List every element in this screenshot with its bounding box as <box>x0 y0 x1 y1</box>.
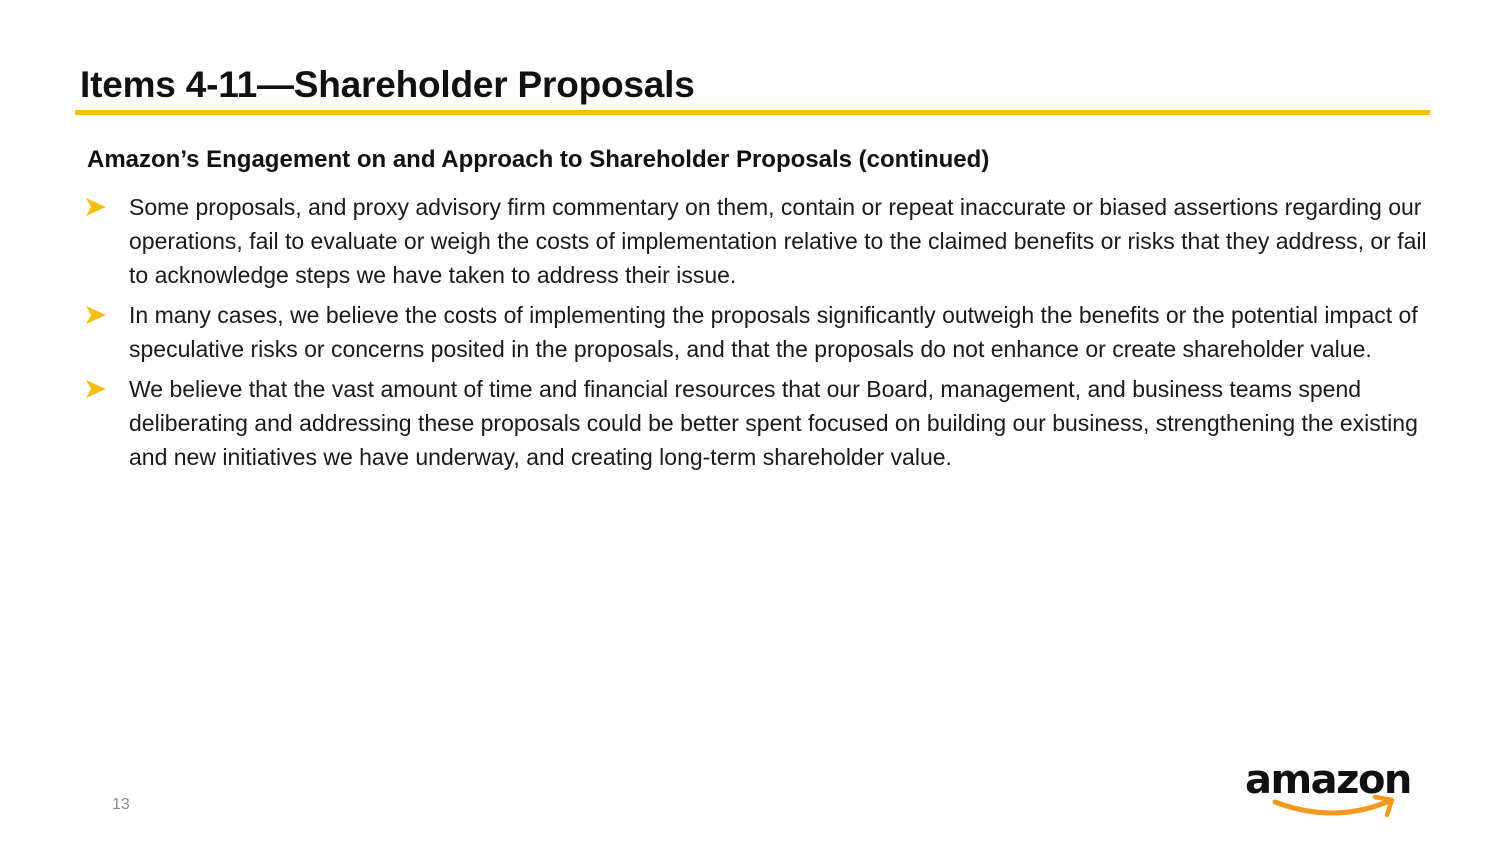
bullet-text: In many cases, we believe the costs of implementing the proposals significantly outweigh the benefits or the potential impact of speculative risks or concerns posited in the proposals, and that the proposals do not enhance or create shareholder value. <box>129 302 1418 362</box>
bullet-text: Some proposals, and proxy advisory firm commentary on them, contain or repeat inaccurate or biased assertions regarding our operations, fail to evaluate or weigh the costs of implementation relative to the claimed benefits or risks that they address, or fail to acknowledge steps we have taken to address their issue. <box>129 194 1427 288</box>
section-heading: Amazon’s Engagement on and Approach to Shareholder Proposals (continued) <box>87 146 990 173</box>
bullet-item <box>86 190 1431 292</box>
slide-title: Items 4-11—Shareholder Proposals <box>80 64 695 105</box>
arrowhead-bullet-icon <box>86 306 106 324</box>
bullet-text: We believe that the vast amount of time and financial resources that our Board, management, and business teams spend deliberating and addressing these proposals could be better spent focused on building our business, strengthening the existing and new initiatives we have underway, and creating long-term shareholder value. <box>129 376 1418 470</box>
bullet-item <box>86 372 1431 474</box>
amazon-logo <box>1245 758 1425 820</box>
title-underline <box>75 110 1430 115</box>
arrowhead-bullet-icon <box>86 380 106 398</box>
bullet-item <box>86 298 1431 366</box>
logo-wordmark: amazon <box>1245 757 1411 803</box>
bullet-list <box>86 190 1431 480</box>
smile-arrow-icon <box>1271 794 1401 820</box>
page-number: 13 <box>112 796 130 813</box>
arrowhead-bullet-icon <box>86 198 106 216</box>
